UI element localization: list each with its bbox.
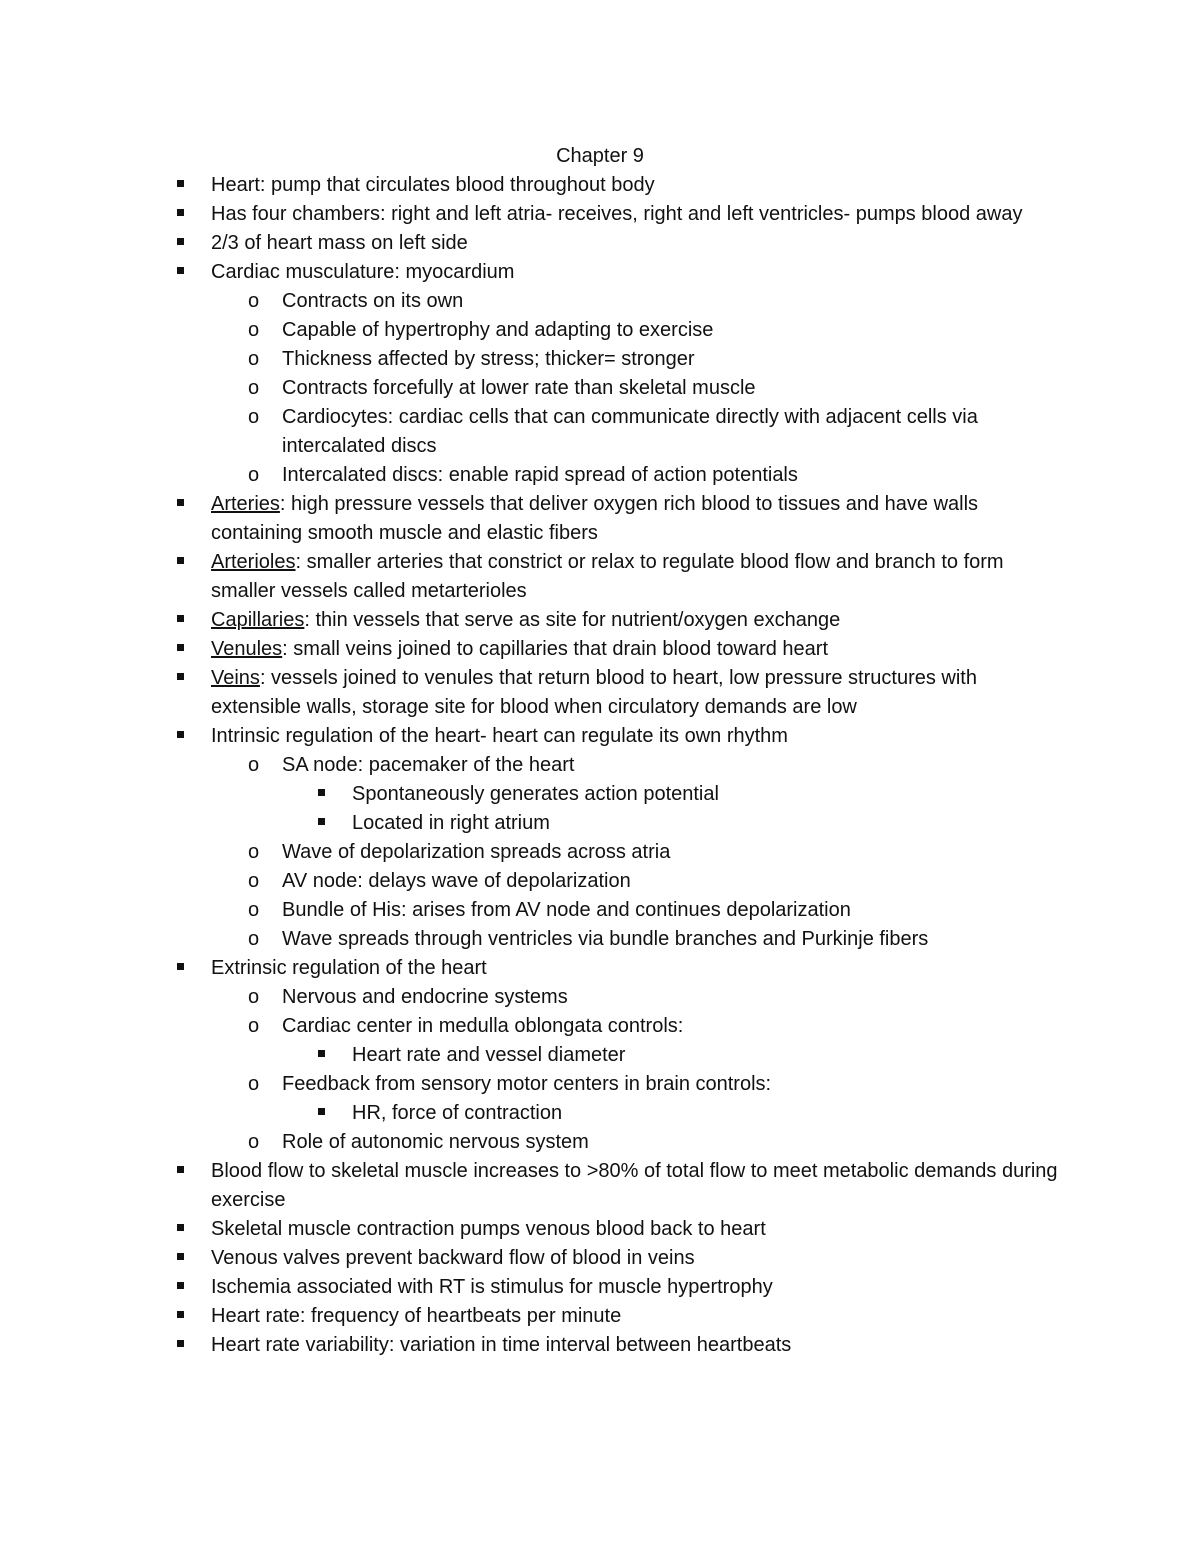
list-item: [0, 374, 1200, 403]
list-item-body: : vessels joined to venules that return blood to heart, low pressure structures with extensible walls, storage site for blood when circulatory demands are low: [211, 667, 977, 718]
list-item-body: : small veins joined to capillaries that drain blood toward heart: [282, 638, 829, 660]
list-item-text: [211, 1276, 773, 1298]
list-item-text: [211, 1247, 695, 1269]
circle-bullet-icon: o: [248, 928, 260, 950]
list-item-text: [211, 725, 788, 747]
square-bullet-icon: [177, 490, 184, 519]
square-bullet-icon: [177, 606, 184, 635]
list-item-text: [282, 290, 463, 312]
list-item-text: [211, 232, 468, 254]
list-item-text: [282, 870, 631, 892]
list-item: [0, 925, 1200, 954]
list-item: [0, 1302, 1200, 1331]
list-item-text: [352, 1044, 625, 1066]
list-item-text: [211, 261, 514, 283]
list-item-term: Capillaries: [211, 609, 305, 631]
square-bullet-icon: [177, 229, 184, 258]
list-item: [0, 1331, 1200, 1360]
circle-bullet-icon: o: [248, 986, 260, 1008]
list-item-text: [211, 1305, 621, 1327]
square-bullet-icon: [318, 809, 325, 838]
list-item-body: HR, force of contraction: [352, 1102, 563, 1124]
list-item-body: Thickness affected by stress; thicker= stronger: [282, 348, 695, 370]
square-bullet-icon: [177, 1302, 184, 1331]
list-item: [0, 403, 1200, 461]
list-item: [0, 1012, 1200, 1041]
list-item-body: Cardiac musculature: myocardium: [211, 261, 515, 283]
list-item: [0, 983, 1200, 1012]
list-item: [0, 780, 1200, 809]
list-item-text: [282, 841, 670, 863]
list-item: [0, 345, 1200, 374]
list-item-body: : high pressure vessels that deliver oxygen rich blood to tissues and have walls containing smooth muscle and elastic fibers: [211, 493, 979, 544]
list-item-text: [211, 1218, 766, 1240]
square-bullet-icon: [177, 1331, 184, 1360]
list-item-text: [282, 377, 756, 399]
list-item-text: [282, 406, 978, 457]
square-bullet-icon: [177, 548, 184, 577]
list-item-body: Feedback from sensory motor centers in brain controls:: [282, 1073, 772, 1095]
list-item-body: Ischemia associated with RT is stimulus for muscle hypertrophy: [211, 1276, 773, 1298]
list-item: [0, 1273, 1200, 1302]
list-item-body: Heart rate: frequency of heartbeats per minute: [211, 1305, 622, 1327]
list-item-text: [211, 957, 487, 979]
list-item-body: Cardiocytes: cardiac cells that can communicate directly with adjacent cells via intercalated discs: [282, 406, 978, 457]
page-title: Chapter 9: [556, 145, 644, 167]
list-item: [0, 548, 1200, 606]
list-item-term: Veins: [211, 667, 260, 689]
bullet-list: [0, 171, 1200, 1360]
circle-bullet-icon: o: [248, 1131, 260, 1153]
square-bullet-icon: [177, 1215, 184, 1244]
list-item-body: SA node: pacemaker of the heart: [282, 754, 575, 776]
list-item: [0, 258, 1200, 287]
circle-bullet-icon: o: [248, 841, 260, 863]
list-item-body: : smaller arteries that constrict or relax to regulate blood flow and branch to form smaller vessels called metarterioles: [211, 551, 1004, 602]
square-bullet-icon: [177, 954, 184, 983]
list-item-body: Capable of hypertrophy and adapting to exercise: [282, 319, 714, 341]
square-bullet-icon: [177, 1273, 184, 1302]
list-item-body: Has four chambers: right and left atria- receives, right and left ventricles- pumps blood away: [211, 203, 1023, 225]
list-item-body: Contracts forcefully at lower rate than skeletal muscle: [282, 377, 756, 399]
list-item: [0, 635, 1200, 664]
list-item-body: Wave of depolarization spreads across atria: [282, 841, 671, 863]
list-item-text: [211, 174, 655, 196]
square-bullet-icon: [177, 200, 184, 229]
circle-bullet-icon: o: [248, 1073, 260, 1095]
square-bullet-icon: [177, 1244, 184, 1273]
square-bullet-icon: [177, 258, 184, 287]
circle-bullet-icon: o: [248, 754, 260, 776]
list-item-text: [211, 551, 1004, 602]
list-item: [0, 954, 1200, 983]
list-item: [0, 1215, 1200, 1244]
list-item: [0, 229, 1200, 258]
list-item-body: Spontaneously generates action potential: [352, 783, 719, 805]
list-item-body: Intercalated discs: enable rapid spread of action potentials: [282, 464, 798, 486]
list-item-text: [211, 609, 840, 631]
list-item-body: Bundle of His: arises from AV node and continues depolarization: [282, 899, 851, 921]
square-bullet-icon: [177, 171, 184, 200]
circle-bullet-icon: o: [248, 319, 260, 341]
list-item-body: Heart: pump that circulates blood throughout body: [211, 174, 655, 196]
list-item-term: Arteries: [211, 493, 280, 515]
list-item-text: [211, 1160, 1058, 1211]
list-item-text: [282, 1131, 589, 1153]
list-item: [0, 664, 1200, 722]
list-item-text: [352, 812, 550, 834]
list-item-text: [211, 1334, 791, 1356]
list-item: [0, 490, 1200, 548]
list-item-text: [352, 1102, 562, 1124]
list-item: [0, 1128, 1200, 1157]
list-item: [0, 171, 1200, 200]
list-item: [0, 287, 1200, 316]
list-item-body: Skeletal muscle contraction pumps venous blood back to heart: [211, 1218, 766, 1240]
list-item: [0, 1070, 1200, 1099]
list-item: [0, 809, 1200, 838]
list-item-text: [282, 319, 713, 341]
circle-bullet-icon: o: [248, 899, 260, 921]
list-item-body: Located in right atrium: [352, 812, 550, 834]
list-item: [0, 838, 1200, 867]
list-item-text: [282, 464, 798, 486]
list-item-body: Extrinsic regulation of the heart: [211, 957, 487, 979]
list-item-body: Blood flow to skeletal muscle increases to >80% of total flow to meet metabolic demands during exercise: [211, 1160, 1058, 1211]
list-item-body: Nervous and endocrine systems: [282, 986, 568, 1008]
list-item: [0, 896, 1200, 925]
circle-bullet-icon: o: [248, 348, 260, 370]
list-item-body: Cardiac center in medulla oblongata controls:: [282, 1015, 684, 1037]
list-item-body: Heart rate and vessel diameter: [352, 1044, 626, 1066]
list-item-text: [211, 667, 977, 718]
list-item-text: [211, 203, 1022, 225]
list-item-text: [282, 928, 928, 950]
list-item-body: Wave spreads through ventricles via bundle branches and Purkinje fibers: [282, 928, 929, 950]
list-item-body: : thin vessels that serve as site for nutrient/oxygen exchange: [304, 609, 841, 631]
list-item: [0, 722, 1200, 751]
circle-bullet-icon: o: [248, 1015, 260, 1037]
square-bullet-icon: [177, 664, 184, 693]
circle-bullet-icon: o: [248, 290, 260, 312]
square-bullet-icon: [177, 1157, 184, 1186]
list-item: [0, 751, 1200, 780]
list-item-body: Venous valves prevent backward flow of blood in veins: [211, 1247, 695, 1269]
circle-bullet-icon: o: [248, 377, 260, 399]
circle-bullet-icon: o: [248, 464, 260, 486]
list-item-text: [352, 783, 719, 805]
list-item-term: Arterioles: [211, 551, 296, 573]
circle-bullet-icon: o: [248, 870, 260, 892]
list-item: [0, 200, 1200, 229]
list-item-body: Intrinsic regulation of the heart- heart can regulate its own rhythm: [211, 725, 788, 747]
list-item: [0, 1244, 1200, 1273]
list-item-text: [282, 348, 695, 370]
square-bullet-icon: [318, 780, 325, 809]
list-item-text: [282, 899, 851, 921]
list-item: [0, 867, 1200, 896]
list-item-text: [211, 638, 828, 660]
square-bullet-icon: [318, 1099, 325, 1128]
list-item-term: Venules: [211, 638, 283, 660]
list-item: [0, 1041, 1200, 1070]
list-item-body: Heart rate variability: variation in time interval between heartbeats: [211, 1334, 792, 1356]
square-bullet-icon: [318, 1041, 325, 1070]
list-item: [0, 461, 1200, 490]
list-item-text: [211, 493, 978, 544]
list-item-body: AV node: delays wave of depolarization: [282, 870, 631, 892]
square-bullet-icon: [177, 722, 184, 751]
list-item-text: [282, 1073, 771, 1095]
circle-bullet-icon: o: [248, 406, 260, 428]
list-item-body: 2/3 of heart mass on left side: [211, 232, 468, 254]
list-item-text: [282, 1015, 683, 1037]
list-item-text: [282, 754, 574, 776]
list-item-body: Contracts on its own: [282, 290, 464, 312]
list-item: [0, 1157, 1200, 1215]
list-item: [0, 1099, 1200, 1128]
list-item-body: Role of autonomic nervous system: [282, 1131, 589, 1153]
list-item: [0, 316, 1200, 345]
list-item: [0, 606, 1200, 635]
square-bullet-icon: [177, 635, 184, 664]
list-item-text: [282, 986, 568, 1008]
